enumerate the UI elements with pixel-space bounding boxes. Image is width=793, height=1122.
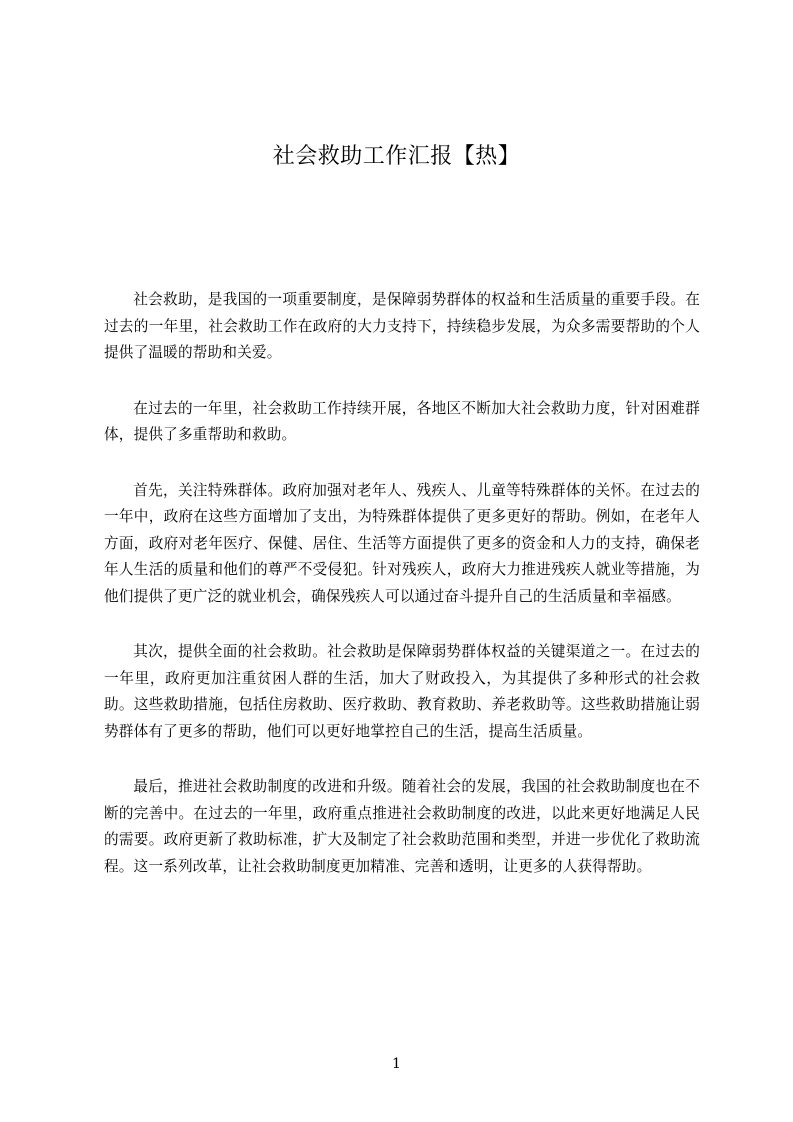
paragraph-comprehensive-aid: 其次，提供全面的社会救助。社会救助是保障弱势群体权益的关键渠道之一。在过去的一年里，政府更加注重贫困人群的生活，加大了财政投入，为其提供了多种形式的社会救助。这些救助措施，包括住房救助、医疗救助、教育救助、养老救助等。这些救助措施让弱势群体有了更多的帮助，他们可以更好地掌控自己的生活，提高生活质量。 [104, 643, 700, 740]
paragraph-special-groups: 首先，关注特殊群体。政府加强对老年人、残疾人、儿童等特殊群体的关怀。在过去的一年中，政府在这些方面增加了支出，为特殊群体提供了更多更好的帮助。例如，在老年人方面，政府对老年医疗、保健、居住、生活等方面提供了更多的资金和人力的支持，确保老年人生活的质量和他们的尊严不受侵犯。针对残疾人，政府大力推进残疾人就业等措施，为他们提供了更广泛的就业机会，确保残疾人可以通过奋斗提升自己的生活质量和幸福感。 [104, 481, 700, 605]
document-body [104, 287, 700, 909]
paragraph-system-reform: 最后，推进社会救助制度的改进和升级。随着社会的发展，我国的社会救助制度也在不断的完善中。在过去的一年里，政府重点推进社会救助制度的改进，以此来更好地满足人民的需要。政府更新了救助标准，扩大及制定了社会救助范围和类型，并进一步优化了救助流程。这一系列改革，让社会救助制度更加精准、完善和透明，让更多的人获得帮助。 [104, 778, 700, 875]
document-title: 社会救助工作汇报【热】 [272, 144, 521, 169]
paragraph-overview: 在过去的一年里，社会救助工作持续开展，各地区不断加大社会救助力度，针对困难群体，提供了多重帮助和救助。 [104, 399, 700, 443]
paragraph-intro: 社会救助，是我国的一项重要制度，是保障弱势群体的权益和生活质量的重要手段。在过去的一年里，社会救助工作在政府的大力支持下，持续稳步发展，为众多需要帮助的个人提供了温暖的帮助和关爱。 [104, 291, 700, 361]
page-number: 1 [392, 1056, 401, 1072]
